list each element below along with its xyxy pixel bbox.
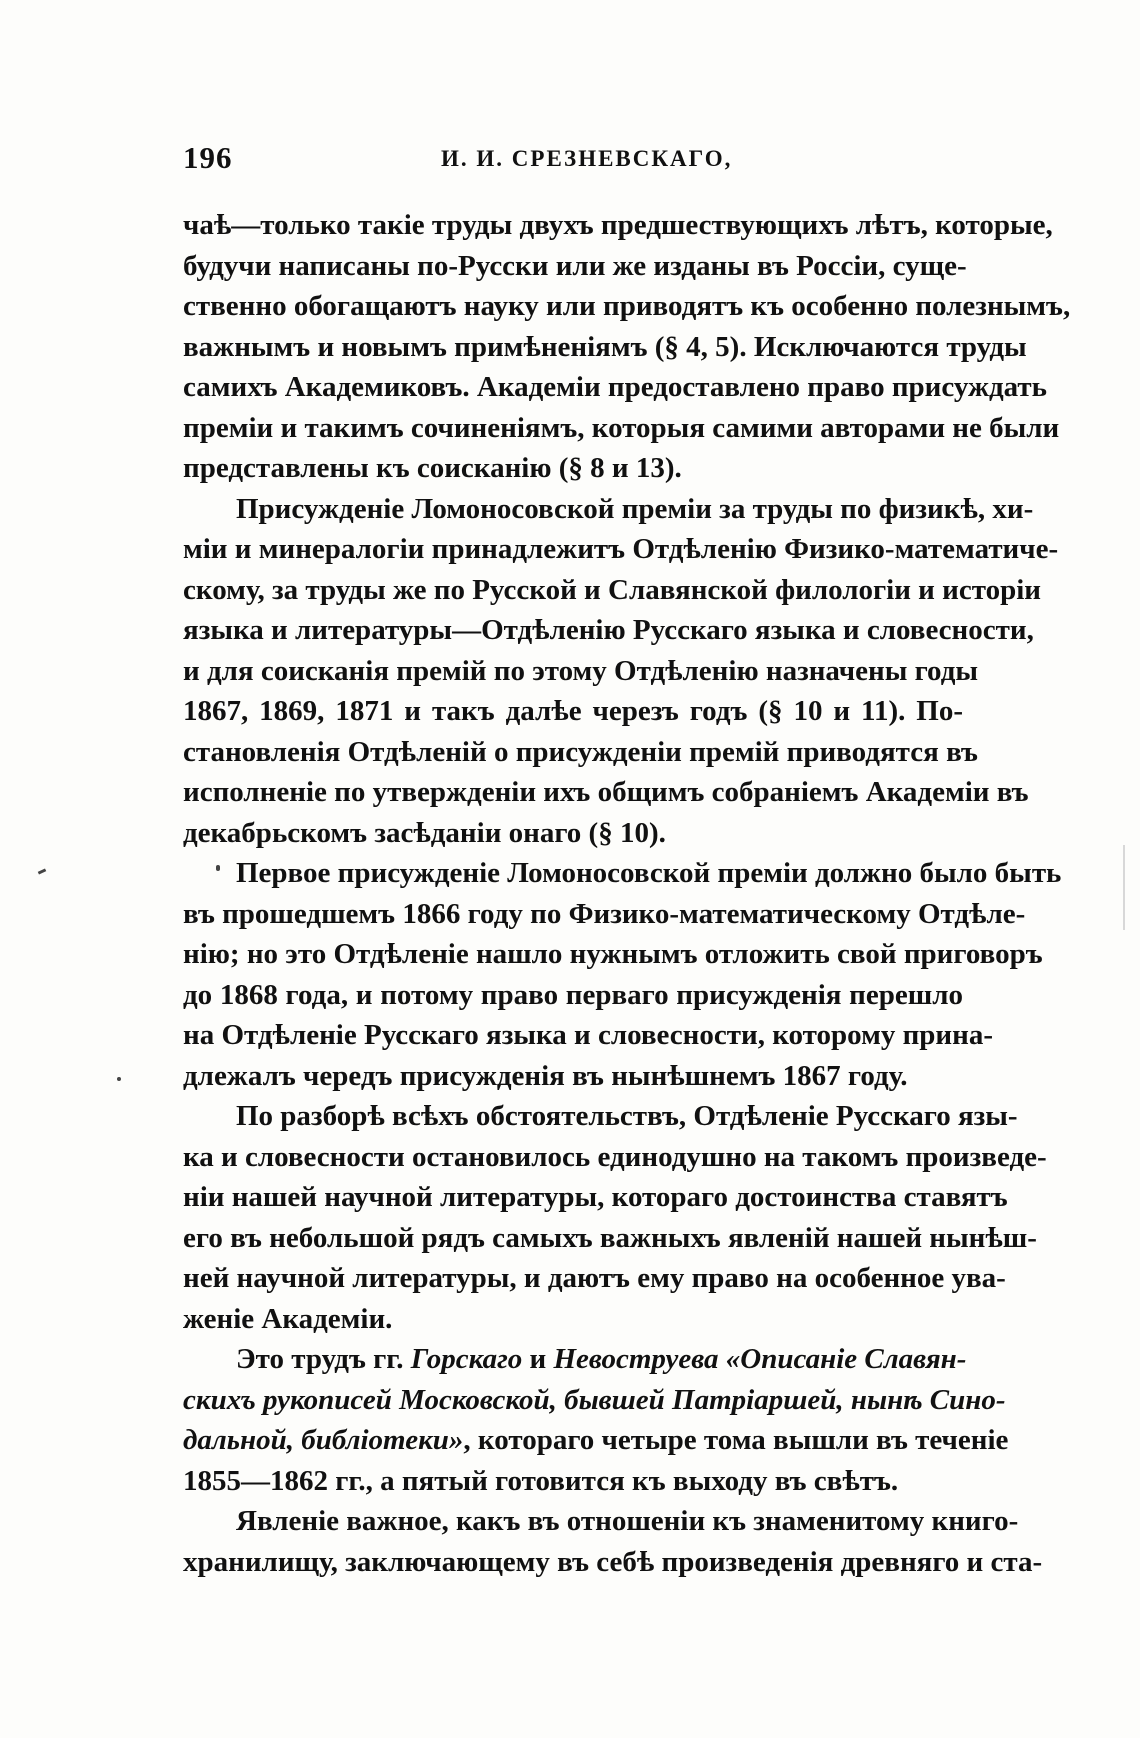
text-line: міи и минералогіи принадлежитъ Отдѣленію Физико-математиче- (183, 533, 1059, 565)
paragraph-3 (183, 853, 1062, 1096)
text-line (183, 1380, 1006, 1421)
paragraph-2 (183, 489, 1059, 854)
text-line: скому, за труды же по Русской и Славянской филологіи и исторіи (183, 573, 1041, 606)
text-line: важнымъ и новымъ примѣненіямъ (§ 4, 5). Исключаются труды (183, 330, 1027, 363)
text-line: 1855—1862 гг., а пятый готовится къ выходу въ свѣтъ. (183, 1464, 899, 1497)
running-head: И. И. СРЕЗНЕВСКАГО, (441, 146, 733, 171)
text-line: самихъ Академиковъ. Академіи предоставлено право присуждать (183, 371, 1048, 403)
text-line: становленія Отдѣленій о присужденіи премій приводятся въ (183, 735, 978, 768)
paragraph-6 (183, 1501, 1043, 1582)
text-line: будучи написаны по-Русски или же изданы въ Россіи, суще- (183, 249, 967, 282)
paragraph-5 (183, 1339, 1009, 1501)
text-line: По разборѣ всѣхъ обстоятельствъ, Отдѣленіе Русскаго язы- (236, 1100, 1018, 1132)
text-line: ственно обогащаютъ науку или приводятъ къ особенно полезнымъ, (183, 290, 1071, 322)
text-line: исполненіе по утвержденіи ихъ общимъ собраніемъ Академіи въ (183, 776, 1029, 808)
book-title: Невоструева «Описаніе Славян- (553, 1343, 967, 1375)
scan-speck (38, 868, 47, 874)
text-line: Первое присужденіе Ломоносовской преміи должно было быть (236, 857, 1062, 889)
body-text (183, 205, 1071, 1582)
text-line: языка и литературы—Отдѣленію Русскаго языка и словесности, (183, 614, 1034, 646)
scan-speck (216, 865, 220, 871)
text-line: хранилищу, заключающему въ себѣ произведенія древняго и ста- (183, 1545, 1043, 1578)
text-run: и (522, 1343, 554, 1375)
text-line: и для соисканія премій по этому Отдѣленію назначены годы (183, 654, 979, 687)
text-line: Присужденіе Ломоносовской преміи за труды по физикѣ, хи- (236, 492, 1034, 525)
book-title: скихъ рукописей Московской, бывшей Патріаршей, нынѣ Сино- (183, 1383, 1006, 1416)
paragraph-4 (183, 1096, 1047, 1339)
text-line: представлены къ соисканію (§ 8 и 13). (183, 452, 682, 484)
text-line: въ прошедшемъ 1866 году по Физико-математическому Отдѣле- (183, 897, 1026, 930)
text-line: Явленіе важное, какъ въ отношеніи къ знаменитому книго- (236, 1505, 1019, 1537)
text-line: длежалъ чередъ присужденія въ нынѣшнемъ 1867 году. (183, 1059, 908, 1092)
text-line: 1867, 1869, 1871 и такъ далѣе черезъ годъ (§ 10 и 11). По- (183, 695, 963, 727)
author-name: Горскаго (410, 1343, 523, 1375)
text-line: ней научной литературы, и даютъ ему право на особенное ува- (183, 1262, 1006, 1294)
text-line: женіе Академіи. (183, 1302, 393, 1335)
text-line: до 1868 года, и потому право перваго присужденія перешло (183, 978, 963, 1011)
text-run: Это трудъ гг. (236, 1343, 411, 1375)
text-run: , котораго четыре тома вышли въ теченіе (463, 1424, 1009, 1456)
book-title: дальной, библіотеки» (183, 1424, 464, 1456)
page-number: 196 (183, 140, 233, 175)
text-line: ніи нашей научной литературы, котораго достоинства ставятъ (183, 1181, 1008, 1213)
scan-speck (117, 1077, 121, 1081)
text-line: его въ небольшой рядъ самыхъ важныхъ явленій нашей нынѣш- (183, 1221, 1037, 1254)
page-header (183, 140, 963, 180)
page-spine-shadow (1123, 845, 1125, 930)
text-line: нію; но это Отдѣленіе нашло нужнымъ отложить свой приговоръ (183, 938, 1043, 970)
paragraph-1 (183, 205, 1071, 489)
text-line: ка и словесности остановилось единодушно на такомъ произведе- (183, 1140, 1047, 1173)
text-line: декабрьскомъ засѣданіи онаго (§ 10). (183, 816, 666, 849)
text-line: чаѣ—только такіе труды двухъ предшествующихъ лѣтъ, которые, (183, 209, 1053, 241)
text-line (183, 1339, 967, 1380)
text-line: преміи и такимъ сочиненіямъ, которыя самими авторами не были (183, 411, 1060, 444)
text-line: на Отдѣленіе Русскаго языка и словесности, которому прина- (183, 1019, 993, 1051)
text-line (183, 1420, 1009, 1461)
